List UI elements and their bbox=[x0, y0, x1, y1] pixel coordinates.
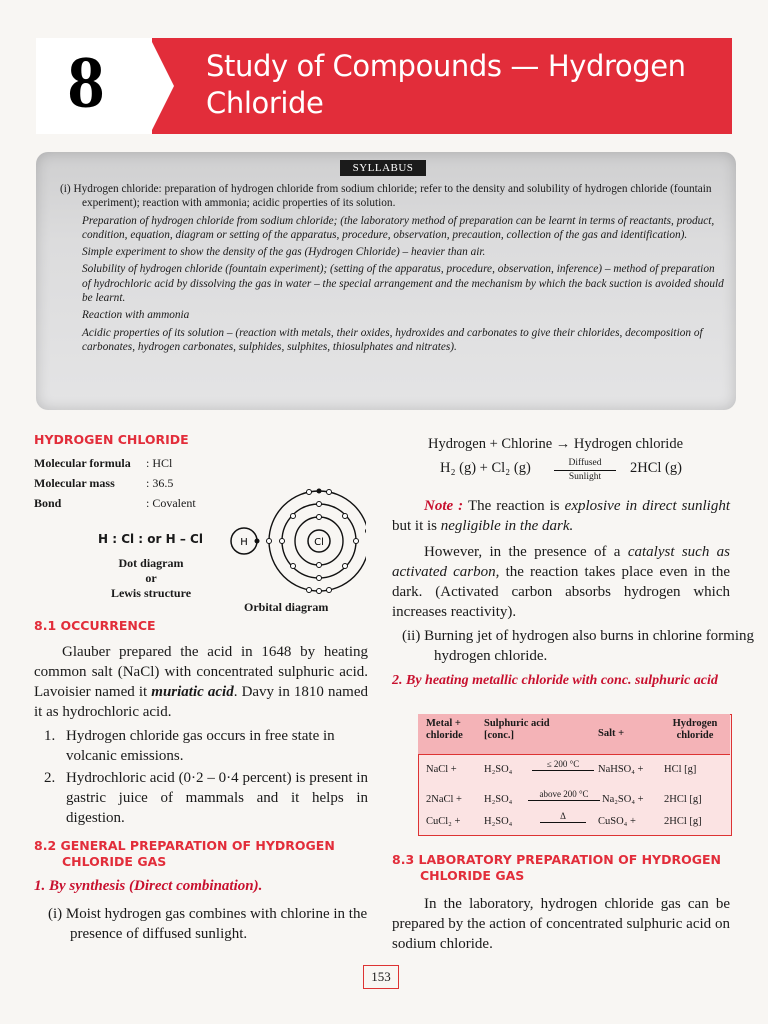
table-cell-condition: above 200 °C bbox=[528, 788, 600, 801]
table-cell-condition: ≤ 200 °C bbox=[532, 758, 594, 771]
list-number: 1. bbox=[44, 728, 56, 744]
section-heading: 8.1 OCCURRENCE bbox=[34, 618, 156, 633]
however-text: However, in the presence of a bbox=[424, 544, 621, 560]
table-cell: H₂SO₄ bbox=[484, 764, 513, 775]
however-text2: the reaction takes place even in the dark. (Activated carbon absorbs hydrogen which increases reactivity). bbox=[392, 564, 730, 620]
occ-text2: . Davy in 1810 named it as hydrochloric acid. bbox=[34, 684, 369, 720]
muriatic-acid-term: muriatic acid bbox=[151, 684, 234, 700]
table-header-cell: Sulphuric acid [conc.] bbox=[484, 718, 550, 741]
orbital-diagram-icon bbox=[226, 486, 366, 598]
word-equation: Hydrogen + Chlorine → Hydrogen chloride bbox=[428, 436, 684, 452]
list-item: Hydrogen chloride gas occurs in free state in volcanic emissions. bbox=[66, 728, 335, 764]
table-cell-condition: Δ bbox=[540, 810, 586, 823]
list-item: Hydrochloric acid (0·2 – 0·4 percent) is present in gastric juice of mammals and it helps in digestion. bbox=[66, 770, 368, 826]
note-label: Note : bbox=[424, 498, 464, 514]
table-cell: 2NaCl + bbox=[426, 794, 462, 805]
however-italic: catalyst such as activated carbon, bbox=[392, 544, 731, 580]
list-item: (ii) Burning jet of hydrogen also burns in chlorine forming hydrogen chloride. bbox=[402, 628, 755, 664]
syllabus-item: Simple experiment to show the density of the gas (Hydrogen Chloride) – heavier than air. bbox=[82, 246, 486, 259]
note-paragraph bbox=[392, 496, 730, 536]
section-heading bbox=[34, 838, 335, 870]
table-cell: H₂SO₄ bbox=[484, 794, 513, 805]
syllabus-item: Solubility of hydrogen chloride (fountain experiment); (setting of the apparatus, procedure, observation, inference) – method of preparation of hydrochloric acid by dissolving the gas in water – the special arrangement and the mechanism by which the back suction is avoided should be learnt. bbox=[82, 263, 724, 305]
page-number: 153 bbox=[363, 965, 399, 989]
mm-label: Molecular mass bbox=[34, 476, 115, 490]
heading-line: CHLORIDE GAS bbox=[62, 854, 167, 869]
mf-value: : HCl bbox=[146, 456, 173, 470]
arrow-line bbox=[554, 470, 616, 471]
syllabus-item: Reaction with ammonia bbox=[82, 309, 190, 322]
however-paragraph bbox=[392, 542, 730, 622]
table-cell: H₂SO₄ bbox=[484, 816, 513, 827]
note-text: but it is bbox=[392, 518, 438, 534]
subsection-heading: 1. By synthesis (Direct combination). bbox=[34, 878, 263, 894]
table-cell: NaCl + bbox=[426, 764, 457, 775]
chapter-number: 8 bbox=[67, 42, 105, 124]
list-number: 2. bbox=[44, 770, 56, 786]
syllabus-body bbox=[60, 182, 724, 357]
syllabus-item: (i) Hydrogen chloride: preparation of hydrogen chloride from sodium chloride; refer to the density and solubility of hydrogen chloride (fountain experiment); reaction with ammonia; acidic properties of its solution. bbox=[60, 183, 712, 210]
equation-rhs: 2HCl (g) bbox=[630, 460, 682, 476]
orbital-diagram-label: Orbital diagram bbox=[244, 600, 329, 614]
note-text: The reaction is bbox=[467, 498, 560, 514]
section-heading: HYDROGEN CHLORIDE bbox=[34, 432, 189, 447]
lab-paragraph: In the laboratory, hydrogen chloride gas can be prepared by the action of concentrated sulphuric acid on sodium chloride. bbox=[392, 896, 730, 952]
chapter-title-line1: Study of Compounds — Hydrogen bbox=[206, 49, 686, 83]
mm-value: : 36.5 bbox=[146, 476, 174, 490]
syllabus-item: Acidic properties of its solution – (reaction with metals, their oxides, hydroxides and carbonates to give their chlorides, decomposition of carbonates, hydrogen carbonates, sulphides, sulphites, thiosulphates and nitrates). bbox=[82, 326, 703, 353]
table-cell: 2HCl [g] bbox=[664, 816, 702, 827]
mf-label: Molecular formula bbox=[34, 456, 131, 470]
cond-bottom: Sunlight bbox=[568, 472, 602, 482]
bond-label: Bond bbox=[34, 496, 62, 510]
cond-top: Diffused bbox=[568, 458, 602, 468]
table-cell: CuSO₄ + bbox=[598, 816, 636, 827]
table-cell: Na₂SO₄ + bbox=[602, 794, 644, 805]
table-cell: CuCl₂ + bbox=[426, 816, 461, 827]
heading-line: 8.2 GENERAL PREPARATION OF HYDROGEN bbox=[34, 838, 335, 853]
occurrence-paragraph bbox=[34, 642, 368, 722]
table-header-cell: Salt + bbox=[598, 728, 625, 739]
section-heading bbox=[392, 852, 721, 884]
list-item: (i) Moist hydrogen gas combines with chlorine in the presence of diffused sunlight. bbox=[48, 906, 368, 942]
note-italic: negligible in the dark. bbox=[440, 518, 574, 534]
equation-lhs: H₂ (g) + Cl₂ (g) bbox=[440, 460, 531, 476]
heading-line: CHLORIDE GAS bbox=[420, 868, 525, 883]
occ-text: Glauber prepared the acid in 1648 by heating common salt (NaCl) with concentrated sulphuric acid. Lavoisier named it bbox=[34, 644, 368, 700]
equation-condition bbox=[554, 458, 616, 483]
chapter-title-line2: Chloride bbox=[206, 86, 324, 120]
table-cell: NaHSO₄ + bbox=[598, 764, 644, 775]
table-cell: 2HCl [g] bbox=[664, 794, 702, 805]
table-header-cell: Hydrogen chloride bbox=[672, 718, 718, 741]
orbital-cl-label: Cl bbox=[314, 537, 324, 548]
heading-line: 8.3 LABORATORY PREPARATION OF HYDROGEN bbox=[392, 852, 721, 867]
subsection-heading: 2. By heating metallic chloride with conc. sulphuric acid bbox=[392, 673, 718, 688]
orbital-h-label: H bbox=[240, 537, 248, 548]
table-cell: HCl [g] bbox=[664, 764, 697, 775]
chapter-title bbox=[206, 48, 726, 122]
chevron-arrow-icon bbox=[128, 38, 174, 134]
or-label: or bbox=[145, 571, 157, 585]
dot-diagram-label: Dot diagram bbox=[118, 556, 184, 570]
lewis-formula: H : Cl : or H – Cl bbox=[98, 532, 203, 546]
syllabus-tag: SYLLABUS bbox=[340, 160, 426, 176]
lewis-caption bbox=[96, 556, 206, 601]
note-italic: explosive in direct sunlight bbox=[564, 498, 730, 514]
bond-value: : Covalent bbox=[146, 496, 196, 510]
syllabus-item: Preparation of hydrogen chloride from sodium chloride; (the laboratory method of preparation can be learnt in terms of reactants, product, condition, equation, diagram or setting of the apparatus, procedure, observation, precaution, collection of the gas and identification). bbox=[82, 214, 715, 241]
lewis-structure-label: Lewis structure bbox=[110, 586, 192, 600]
table-header-cell: Metal + chloride bbox=[426, 718, 463, 741]
